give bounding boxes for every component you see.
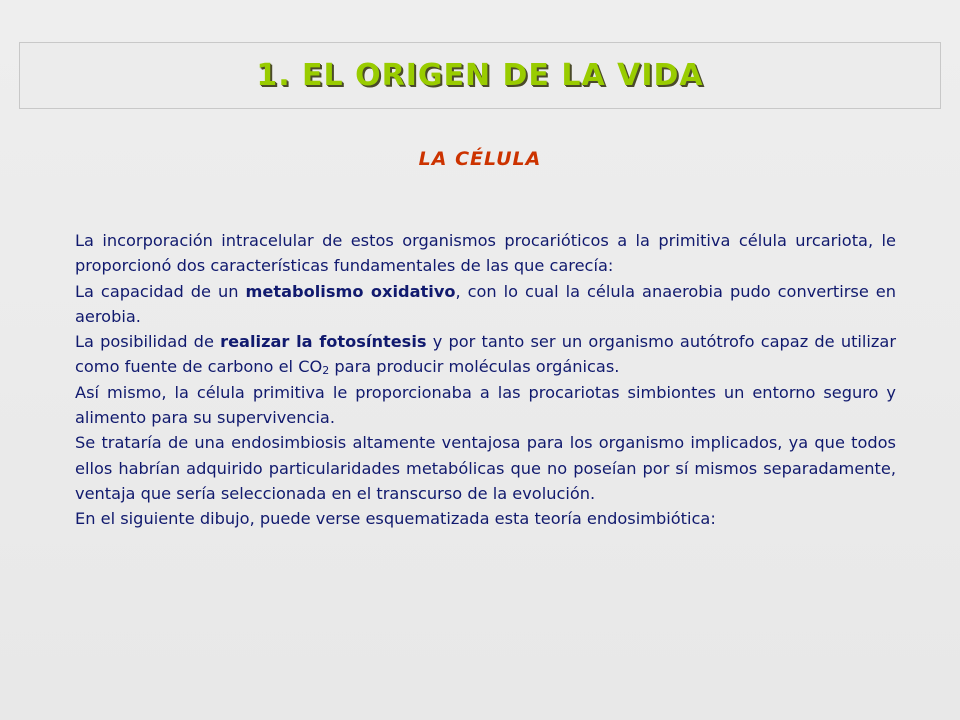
paragraph-photosynthesis-lead: La posibilidad de	[75, 332, 221, 352]
title-box	[19, 42, 941, 109]
co2-subscript: 2	[322, 364, 330, 378]
paragraph-diagram-intro-text: En el siguiente dibujo, puede verse esquematizada esta teoría endosimbiótica:	[75, 509, 716, 529]
paragraph-photosynthesis	[75, 329, 896, 380]
section-subtitle: LA CÉLULA	[418, 148, 542, 170]
slide-title: 1. EL ORIGEN DE LA VIDA	[256, 58, 704, 93]
paragraph-intro	[75, 228, 896, 279]
paragraph-metabolism-lead: La capacidad de un	[75, 281, 246, 301]
paragraph-diagram-intro	[75, 506, 896, 531]
paragraph-photosynthesis-mid: y por tanto ser un organismo autótrofo capaz de utilizar como fuente de carbono el CO	[75, 332, 896, 377]
metabolism-highlight: metabolismo oxidativo	[245, 281, 456, 301]
paragraph-symbiosis-text: Así mismo, la célula primitiva le proporcionaba a las procariotas simbiontes un entorno seguro y alimento para su supervivencia.	[75, 382, 896, 428]
photosynthesis-highlight: realizar la fotosíntesis	[220, 332, 427, 352]
paragraph-intro-text: La incorporación intracelular de estos organismos procarióticos a la primitiva célula urcariota, le proporcionó dos características fundamentales de las que carecía:	[75, 231, 896, 276]
paragraph-symbiosis	[75, 380, 896, 431]
body-text	[75, 228, 896, 532]
paragraph-metabolism	[75, 279, 896, 330]
paragraph-endosymbiosis	[75, 430, 896, 506]
paragraph-endosymbiosis-text: Se trataría de una endosimbiosis altamente ventajosa para los organismo implicados, ya que todos ellos habrían adquirido particularidades metabólicas que no poseían por sí mismos separadamente, ventaja que sería seleccionada en el transcurso de la evolución.	[75, 433, 896, 503]
paragraph-metabolism-tail: , con lo cual la célula anaerobia pudo convertirse en aerobia.	[75, 281, 897, 326]
paragraph-photosynthesis-tail: para producir moléculas orgánicas.	[329, 357, 620, 377]
